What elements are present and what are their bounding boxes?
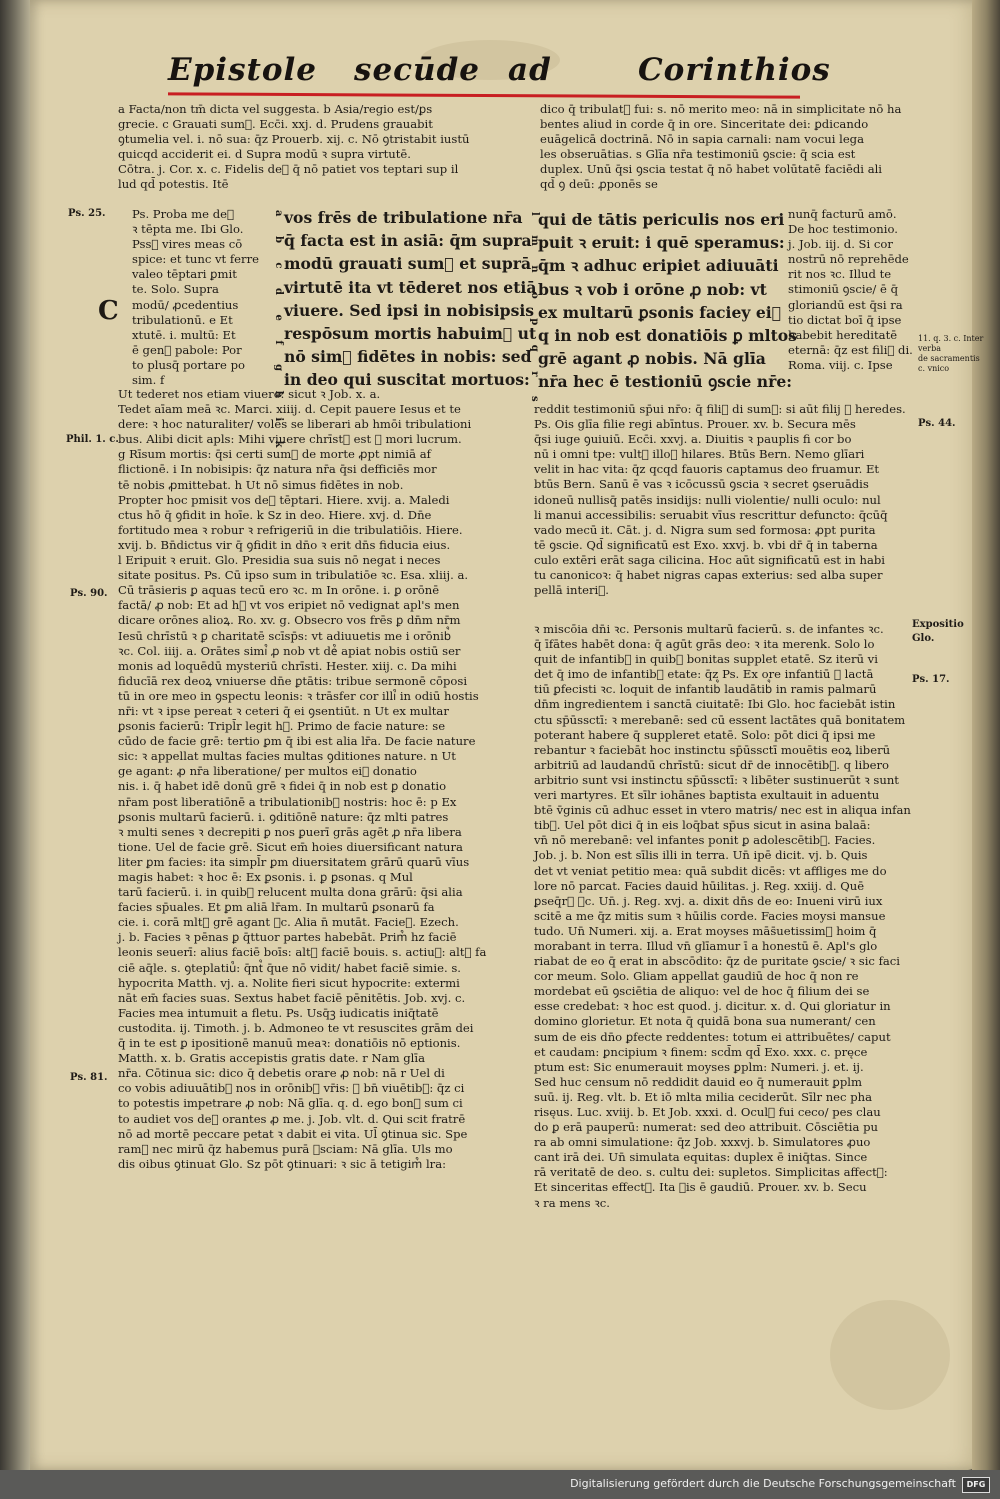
text-line: a Facta/non tm̄ dicta vel suggesta. b Asia/regio est/ꝑs [118,102,433,116]
text-line: tribulationū. e Et [132,312,233,327]
text-line: eternā: q̄z est fili᷒ di. [788,342,913,357]
drop-cap: C [98,296,119,326]
text-line: tu canonicoꝛ: q̄ habet nigras capas exterius: sed alba super [534,568,883,583]
text-line: nr̄a hec ē testioniū ꝯscie nr̄e: [538,372,793,392]
text-line: btūs Bern. Sanū ē vas ꝛ icōcussū ꝯscia ꝛ secret ꝯseruādis [534,477,869,492]
text-line: to audiet vos de᷒ orantes ꝓ me. j. Job. vlt. d. Qui scit fratrē [118,1111,466,1126]
text-line: fortitudo mea ꝛ robur ꝛ refrigeriū in die tribulatiōis. Hiere. [118,522,463,537]
text-line: rā veritatē de deo. s. cultu dei: supletos. Simplicitas affect᷒: [534,1165,888,1180]
gloss-letters-right: l m n o p q r s [529,212,541,410]
text-line: rit nos ꝛc. Illud te [788,267,892,282]
text-line: Matth. x. b. Gratis accepistis gratis date. r Nam glīa [118,1051,426,1066]
text-line: puit ꝛ eruit: i quē speramus: [538,233,785,253]
text-line: cor meum. Solo. Gliam appellat gaudiū de hoc q̄ non re [534,969,859,984]
gloss-right-main [534,402,916,598]
text-line: duplex. Unū q̄si ꝯscia testat q̄ nō habet volūtatē faciēdi ali [540,162,883,177]
text-line: ctus hō q̄ ꝯfidit in hoīe. k Sz in deo. Hiere. xvj. d. Dn̄e [118,507,432,522]
margin-note-line: 11. q. 3. c. Inter [918,334,984,343]
text-line: Ut tederet nos etiam viuere: sicut ꝛ Job. x. a. [118,387,381,401]
text-line: sim. f [132,373,165,388]
text-line: ptum est: Sic enumerauit moyses ꝑplm: Numeri. j. et. ij. [534,1059,864,1074]
text-line: viuere. Sed ipsi in nobisipsis [284,300,535,320]
margin-note-canon [918,334,983,374]
text-line: flictionē. i In nobisipis: q̄z natura nr̄a q̄si defficiēs mor [118,462,437,477]
running-head-word: Epistole [168,52,318,88]
text-line: custodita. ij. Timoth. j. b. Admoneo te vt resuscites grām dei [118,1020,474,1035]
text-line: bentes aliud in corde q̄ in ore. Sinceritate dei: ꝑdicando [540,117,869,132]
funding-credit: Digitalisierung gefördert durch die Deutsche Forschungsgemeinschaft [570,1477,956,1490]
text-line: grecie. c Grauati sum᷒. Ecc̄i. xxj. d. Prudens grauabit [118,117,433,132]
text-line: nr̄i: vt ꝛ ipse pereat ꝛ ceteri q̄ ei ꝯsentiūt. n Ut ex multar [118,703,449,718]
text-line: dico q̄ tribulat᷒ fui: s. nō merito meo: nā in simplicitate nō ha [540,102,902,116]
text-line: cant irā dei. Un̄ simulata equitas: duplex ē iniq̄tas. Since [534,1150,868,1165]
text-line: li manui accessibilis: seruabit vīus rescrittur defuncto: q̄cūq̄ [534,507,888,522]
bible-text-right [538,208,797,394]
text-line: ꝑsonis facierū: Tripl̄r legit h᷒. Primo de facie nature: se [118,719,446,734]
text-line: pellā interi᷒. [534,583,609,598]
text-line: dis oibus ꝯtinuat Glo. Sz pōt ꝯtinuari: ꝛ sic ā tetigim᷒ lra: [118,1156,447,1171]
text-line: stimoniū ꝯscie/ ē q̄ [788,282,898,297]
text-line: les obseruātias. s Glīa nr̄a testimoniū ꝯscie: q̄ scia est [540,147,856,162]
text-line: reddit testimoniū sp̄ui nr̄o: q̄ fili᷒ di sum᷒: si aūt filij ꝛ heredes. [534,402,906,416]
text-line: sic: ꝛ appellat multas facies multas ꝯditiones nature. n Ut [118,749,456,764]
text-line: ꝛc. Col. iiij. a. Orātes simi᷒ ꝓ nob vt de᷒ apiat nobis ostiū ser [118,643,461,658]
text-line: bus ꝛ vob i orōne ꝓ nob: vt [538,279,767,299]
text-line: xvij. b. Bn̄dictus vir q̄ ꝯfidit in dn̄o ꝛ erit dn̄s fiducia eius. [118,537,451,552]
text-line: q̄ īfātes habēt dona: q̄ agūt grās deo: ꝛ ita merenk. Solo lo [534,637,875,652]
text-line: nunq̄ facturū amō. [788,207,897,221]
text-line: q̄ facta est in asiā: q̄m supra [284,231,532,251]
text-line: ē gen᷒ pabole: Por [132,342,242,357]
text-line: ra ab omni simulatione: q̄z Job. xxxvj. b. Simulatores ꝓuo [534,1135,871,1150]
text-line: vado mecū it. Cāt. j. d. Nigra sum sed formosa: ꝓpt purita [534,522,876,537]
gloss-left-main [118,387,514,1172]
gloss-left-inner [132,207,259,388]
text-line: arbitrio sunt vsi instinctu sp̄ūssctī: ꝛ libēter sustinuerūt ꝛ sunt [534,772,899,787]
text-line: in deo qui suscitat mortuos: [284,370,530,390]
text-line: tē ꝯscie. Qd̄ significatū est Exo. xxvj. b. vbi dr̄ q̄ in taberna [534,537,878,552]
text-line: nostrū nō reprehēde [788,252,909,267]
text-line: gloriandū est q̄si ra [788,297,903,312]
text-line: suū. ij. Reg. vlt. b. Et iō mlta milia ceciderūt. Sīlr nec pha [534,1089,873,1104]
text-line: vos frēs de tribulatione nr̄a [284,208,523,227]
text-line: te. Solo. Supra [132,282,219,297]
text-line: riabat de eo q̄ erat in abscōdito: q̄z de puritate ꝯscie/ ꝛ sic faci [534,954,901,969]
text-line: grē agant ꝓ nobis. Nā glīa [538,349,766,369]
text-line: Sed huc censum nō reddidit dauid eo q̄ numerauit ꝑplm [534,1074,862,1089]
text-line: nr̄a. Cōtinua sic: dico q̄ debetis orare ꝓ nob: nā r Uel di [118,1066,445,1081]
text-line: co vobis adiuuātib᷒ nos in orōnib᷒ vr̄is: ꝛ bn̄ viuētib᷒: q̄z ci [118,1081,465,1096]
text-line: valeo tēptari ꝑmit [132,267,237,282]
text-line: vn̄ nō merebanē: vel infantes ponit ꝑ adolescētib᷒. Facies. [534,833,876,848]
text-line: ctu sp̄ūssctī: ꝛ merebanē: sed cū essent lactātes quā bonitatem [534,712,906,727]
text-line: habebit hereditatē [788,327,898,342]
text-line: De hoc testimonio. [788,222,898,237]
text-line: quicqd acciderit ei. d Supra modū ꝛ supra virtutē. [118,147,411,162]
text-line: j. b. Facies ꝛ pēnas ꝑ q̄ttuor partes habebāt. Prim᷒ hz faciē [118,930,457,945]
text-line: et caudam: ꝑncipium ꝛ finem: scd̄m qd̄ Exo. xxx. c. pręce [534,1044,868,1059]
text-line: sum de eis dn̄o ꝑfecte reddentes: totum ei attribuētes/ caput [534,1029,891,1044]
text-line: Ps. Proba me de᷒ [132,207,234,221]
text-line: tione. Uel de facie grē. Sicut em̄ hoies diuersificant natura [118,839,463,854]
text-line: facies sp̄uales. Et ꝑm aliā lr̄am. In multarū ꝑsonarū fa [118,900,435,915]
text-line: ꝛ miscōia dn̄i ꝛc. Personis multarū facierū. s. de infantes ꝛc. [534,622,884,636]
gloss-right-lower [534,622,916,1211]
text-line: nis. i. q̄ habet idē donū grē ꝛ fidei q̄ in nob est ꝑ donatio [118,779,447,794]
text-line: q in nob est donatiōis ꝑ mltos [538,326,797,346]
text-line: nō sim᷒ fidētes in nobis: sed [284,347,532,367]
text-line: magis habet: ꝛ hoc ē: Ex ꝑsonis. i. ꝑ ꝑsonas. q Mul [118,870,413,884]
running-head-word: secūde [354,52,480,88]
text-line: euāgelicā doctrinā. Nō in sapia carnali: nam vocui lega [540,132,865,147]
text-line: spice: et tunc vt ferre [132,252,259,267]
text-line: tē nobis ꝓmittebat. h Ut nō simus fidētes in nob. [118,477,404,492]
footer-bar [0,1470,1000,1499]
text-line: veri martyres. Et sīlr iohānes baptista exultauit in aduentu [534,788,880,803]
text-line: Roma. viij. c. Ipse [788,357,893,372]
margin-note-line: verba [918,344,941,353]
gloss-letters-left: a b c d e f g h i k [273,210,285,456]
text-line: tib᷒. Uel pōt dici q̄ in eis loq̄bat sp̄us sicut in asina balaā: [534,818,871,833]
text-line: ram᷒ nec mirū q̄z habemus purā ꝯsciam: Nā glīa. Uls mo [118,1141,453,1156]
text-line: cūdo de facie grē: tertio ꝑm q̄ ibi est alia lr̄a. De facie nature [118,734,476,749]
margin-note: Ps. 81. [70,1072,108,1083]
text-line: ge agant: ꝓ nr̄a liberatione/ per multos ei᷒ donatio [118,764,417,779]
text-line: sitate positus. Ps. Cū ipso sum in tribulatiōe ꝛc. Esa. xliij. a. [118,568,469,583]
text-line: dere: ꝛ hoc naturaliter/ volēs se liberari ab hmōi tribulationi [118,417,472,432]
book-left-edge [0,0,34,1470]
text-line: ꝛ tēpta me. Ibi Glo. [132,222,244,237]
text-line: ꝑseq̄r᷒ ꝛc. Un̄. j. Reg. xvj. a. dixit dn̄s de eo: Inueni virū iux [534,893,883,908]
text-line: xtutē. i. multū: Et [132,327,236,342]
text-line: tiū ꝑfecisti ꝛc. loquit de infantib᷒ laudātib᷒ in ramis palmarū [534,682,877,697]
text-line: Facies mea intumuit a fletu. Ps. Usq̄ꝫ iudicatis iniq̄tatē [118,1005,439,1020]
text-line: tudo. Un̄ Numeri. xij. a. Erat moyses mās̄uetissim᷒ hoim q̄ [534,923,877,938]
text-line: bus. Alibi dicit apls: Mihi viuere chrīst᷒ est ꝛ mori lucrum. [118,432,462,447]
text-line: mordebat eū ꝯsciētia de aliquo: vel de hoc q̄ filium dei se [534,984,870,999]
text-line: arbitriū ad laudandū chrīstū: sicut dr̄ de innocētib᷒. q libero [534,757,890,772]
text-line: ciē aq̄le. s. ꝯteplatiu᷒: q̄nt᷒ q̄ue nō vidit/ habet faciē simie. s. [118,960,461,975]
text-line: respōsum mortis habuim᷒ ut [284,324,537,344]
margin-note: Phil. 1. c. [66,434,119,445]
text-line: Tedet aīam meā ꝛc. Marci. xiiij. d. Cepit pauere Iesus et te [118,402,461,417]
text-line: quit de infantib᷒ in quib᷒ bonitas supplet etatē. Sz iterū vi [534,652,878,667]
text-line: qui de tātis periculis nos eri [538,210,785,229]
text-line: Pss᷒ vires meas cō [132,237,243,252]
text-line: btē v̄ginis cū adhuc esset in vtero matris/ nec est in aliqua infan [534,803,911,818]
text-line: monis ad loquēdū mysteriū chrīsti. Hester. xiij. c. Da mihi [118,658,457,673]
text-line: ꝛ ra mens ꝛc. [534,1195,610,1210]
text-line: q̄si iuge ꝯuiuiū. Ecc̄i. xxvj. a. Diuitis ꝛ pauplis fi cor bo [534,432,852,447]
book-right-fold [972,0,1000,1470]
text-line: fiducīā rex deoꝝ vniuerse dn̄e ꝑtātis: tribue sermonē cōposi [118,673,468,688]
text-line: Et sinceritas effect᷒. Ita ꝯis ē gaudiū. Prouer. xv. b. Secu [534,1180,867,1195]
text-line: nō ad mortē peccare petat ꝛ dabit ei vita. Ul̄ ꝯtinua sic. Spe [118,1126,468,1141]
text-line: q̄ in te est ꝑ ipositionē manuū meaꝛ: donatiōis nō eptionis. [118,1036,461,1051]
text-line: domino glorietur. Et nota q̄ quidā bona sua numerant/ cen [534,1014,876,1029]
text-line: do ꝑ erā pauperū: numerat: sed deo attribuit. Cōsciētia pu [534,1120,878,1135]
text-line: tio dictat boī q̄ ipse [788,312,902,327]
text-line: tarū facierū. i. in quib᷒ relucent multa dona grārū: q̄si alia [118,885,463,900]
gloss-right-inner [788,207,916,373]
text-line: virtutē ita vt tēderet nos etiā [284,277,537,297]
text-line: nāt em̄ facies suas. Sextus habet faciē pēnitētis. Job. xvj. c. [118,990,466,1005]
text-line: Propter hoc pmisit vos de᷒ tēptari. Hiere. xvij. a. Maledi [118,492,450,507]
text-line: poterant habere q̄ suppleret etatē. Solo: pōt dici q̄ ipsi me [534,727,876,742]
text-line: det vt veniat petitio mea: quā subdit dicēs: vt affliges me do [534,863,887,878]
text-line: idoneū nullisq̄ patēs insidijs: nulli violentie/ nulli oculo: nul [534,492,881,507]
text-line: risęus. Luc. xviij. b. Et Job. xxxi. d. Ocul᷒ fui ceco/ pes clau [534,1105,881,1119]
margin-note-line: de sacramentis [918,354,980,363]
text-line: nr̄am post liberatiōnē a tribulationib᷒ nostris: hoc ē: p Ex [118,794,457,809]
text-line: Cū trāsieris ꝑ aquas tecū ero ꝛc. m In orōne. i. ꝑ orōnē [118,583,440,598]
text-line: Job. j. b. Non est sīlis illi in terra. Un̄ ipē dicit. vj. b. Quis [534,848,868,863]
text-line: nū i omni tpe: vult᷒ illoꝝ hilares. Btūs Bern. Nemo glīari [534,447,865,462]
text-line: ꝯtumelia vel. i. nō sua: q̄z Prouerb. xij. c. Nō ꝯtristabit iustū [118,132,470,147]
margin-note: Ps. 44. [918,418,956,429]
text-line: tū in ore meo in ꝯspectu leonis: ꝛ trāsfer cor illi᷒ in odiū hostis [118,688,479,703]
margin-note: Ps. 25. [68,208,106,219]
text-line: leonis seuerī: alius faciē boīs: alt᷒ faciē bouis. s. actiu᷒: alt᷒ fa [118,945,487,960]
text-line: ꝛ multi senes ꝛ decrepiti ꝑ nos ꝑuerī grās agēt ꝓ nr̄a libera [118,824,462,839]
gloss-right-top [540,102,916,193]
text-line: lud qd̄ potestis. Itē [118,177,229,192]
text-line: j. Job. iij. d. Si cor [788,237,893,252]
text-line: dn̄m ingredientem i sanctā ciuitatē: Ibi Glo. hoc faciebāt istin [534,697,896,712]
text-line: Ps. Ois glīa filie regi abīntus. Prouer. xv. b. Secura mēs [534,417,856,432]
dfg-logo: DFG [962,1477,990,1493]
text-line: cie. i. corā mlt᷒ grē agant ꝛc. Alia n̄ mutāt. Facieꝝ. Ezech. [118,915,459,930]
text-line: det q̄ imo de infantib᷒ etate: q̄z Ps. Ex ore infantiū ꝛ lactā [534,667,874,682]
text-line: liter ꝑm facies: ita simpl̄r ꝑm diuersitatem grārū quarū vīus [118,854,470,869]
text-line: esse credebat: ꝛ hoc est quod. j. dicitur. x. d. Qui gloriatur in [534,999,891,1014]
text-line: to potestis impetrare ꝓ nob: Nā glīa. q. d. ego bon᷒ sum ci [118,1096,463,1111]
text-line: l Eripuit ꝛ eruit. Glo. Presidia sua suis nō negat i neces [118,553,441,568]
text-line: dicare orōnes alioꝝ. Ro. xv. g. Obsecro vos frēs ꝑ dn̄m nr̄m [118,613,461,628]
text-line: lore nō parcat. Facies dauid hūilitas. j. Reg. xxiij. d. Quē [534,878,865,893]
text-line: Iesū chrīstū ꝛ ꝑ charitatē scīsp̄s: vt adiuuetis me i orōnib᷒ [118,628,451,643]
text-line: culo extēri erāt saga cilicina. Hoc aūt significatū est in habi [534,552,886,567]
text-line: Cōtra. j. Cor. x. c. Fidelis de᷒ q̄ nō patiet vos teptari sup il [118,162,459,177]
gloss-left-top [118,102,514,193]
text-line: ꝑsonis multarū facierū. i. ꝯditiōnē nature: q̄z mlti patres [118,809,449,824]
running-head-word: ad [508,52,552,88]
paper-stain [830,1300,950,1410]
text-line: g Rīsum mortis: q̄si certi sum᷒ de morte ꝓpt nimiā af [118,447,431,462]
text-line: to plusq̄ portare po [132,357,245,372]
text-line: modū grauati sum᷒ et suprā [284,254,532,274]
margin-note: Expositio Glo. [912,619,964,644]
text-line: modū/ ꝓcedentius [132,297,239,312]
text-line: q̄m ꝛ adhuc eripiet adiuuāti [538,256,779,276]
text-line: factā/ ꝓ nob: Et ad h᷒ vt vos eripiet nō vedignat apl's men [118,598,460,613]
running-head-word: Corinthios [638,52,831,88]
margin-note-line: c. vnico [918,364,950,373]
text-line: rebantur ꝛ faciebāt hoc instinctu sp̄ūssctī mouētis eoꝝ liberū [534,742,891,757]
text-line: qd̄ ꝯ deū: ꝓponēs se [540,177,658,192]
text-line: scitē a me q̄z mitis sum ꝛ hūilis corde. Facies moysi mansue [534,908,886,923]
text-line: hypocrita Matth. vj. a. Nolite fieri sicut hypocrite: extermi [118,975,460,990]
text-line: velit in hac vita: q̄z qcqd fauoris captamus deo fruamur. Et [534,462,880,477]
margin-note: Ps. 90. [70,588,108,599]
text-line: ex multarū ꝑsonis faciey ei᷒ [538,302,782,322]
margin-note: Ps. 17. [912,674,950,685]
text-line: morabant in terra. Illud vn̄ glīamur ī a honestū ē. Apl's glo [534,938,878,953]
